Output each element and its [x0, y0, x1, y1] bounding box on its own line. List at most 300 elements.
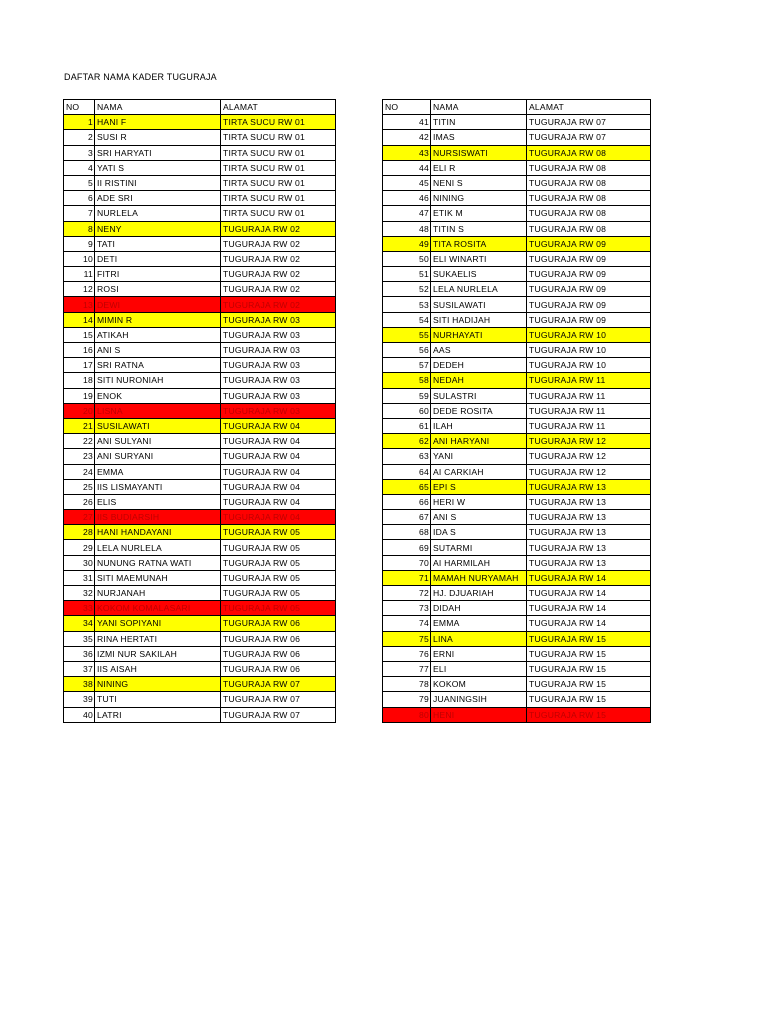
table-row	[64, 191, 336, 206]
cell-alamat: TIRTA SUCU RW 01	[221, 130, 336, 145]
cell-no: 52	[383, 282, 431, 297]
table-row	[383, 358, 651, 373]
table-row	[64, 692, 336, 707]
table-body-left	[64, 115, 336, 723]
cell-alamat: TUGURAJA RW 07	[527, 115, 651, 130]
cell-no: 3	[64, 145, 95, 160]
cell-nama: NINING	[95, 677, 221, 692]
cell-alamat: TUGURAJA RW 13	[527, 479, 651, 494]
cell-alamat: TUGURAJA RW 13	[527, 555, 651, 570]
cell-no: 6	[64, 191, 95, 206]
cell-no: 43	[383, 145, 431, 160]
cell-alamat: TUGURAJA RW 13	[527, 510, 651, 525]
cell-nama: NURJANAH	[95, 586, 221, 601]
kader-table-left	[63, 99, 336, 723]
table-header-row	[64, 100, 336, 115]
table-row	[383, 418, 651, 433]
cell-alamat: TUGURAJA RW 02	[221, 236, 336, 251]
cell-alamat: TUGURAJA RW 08	[527, 160, 651, 175]
cell-nama: NURSISWATI	[431, 145, 527, 160]
cell-no: 46	[383, 191, 431, 206]
cell-no: 23	[64, 449, 95, 464]
cell-alamat: TUGURAJA RW 08	[527, 221, 651, 236]
cell-no: 47	[383, 206, 431, 221]
header-alamat: ALAMAT	[221, 100, 336, 115]
table-row	[383, 160, 651, 175]
table-row	[64, 236, 336, 251]
cell-no: 7	[64, 206, 95, 221]
cell-nama: LINA	[431, 631, 527, 646]
table-row	[383, 601, 651, 616]
cell-nama: ATIKAH	[95, 327, 221, 342]
cell-alamat: TUGURAJA RW 07	[221, 692, 336, 707]
table-row	[64, 175, 336, 190]
cell-no: 75	[383, 631, 431, 646]
cell-no: 69	[383, 540, 431, 555]
cell-no: 31	[64, 570, 95, 585]
cell-alamat: TUGURAJA RW 05	[221, 586, 336, 601]
cell-nama: DEWI	[95, 297, 221, 312]
cell-nama: DIDAH	[431, 601, 527, 616]
cell-no: 80	[383, 707, 431, 722]
header-alamat: ALAMAT	[527, 100, 651, 115]
cell-no: 70	[383, 555, 431, 570]
document-title: DAFTAR NAMA KADER TUGURAJA	[64, 72, 217, 82]
table-row	[64, 343, 336, 358]
cell-alamat: TUGURAJA RW 06	[221, 646, 336, 661]
cell-nama: YATI S	[95, 160, 221, 175]
cell-no: 63	[383, 449, 431, 464]
table-row	[383, 510, 651, 525]
cell-alamat: TUGURAJA RW 08	[527, 145, 651, 160]
table-row	[383, 373, 651, 388]
cell-nama: MIMIN R	[95, 312, 221, 327]
table-row	[64, 494, 336, 509]
cell-alamat: TUGURAJA RW 08	[527, 206, 651, 221]
cell-nama: NURLELA	[95, 206, 221, 221]
cell-no: 18	[64, 373, 95, 388]
table-row	[64, 251, 336, 266]
cell-no: 54	[383, 312, 431, 327]
cell-alamat: TUGURAJA RW 15	[527, 677, 651, 692]
cell-alamat: TUGURAJA RW 10	[527, 343, 651, 358]
cell-alamat: TUGURAJA RW 14	[527, 616, 651, 631]
cell-no: 40	[64, 707, 95, 722]
cell-no: 29	[64, 540, 95, 555]
cell-no: 13	[64, 297, 95, 312]
kader-table-right	[382, 99, 651, 723]
cell-nama: HERI W	[431, 494, 527, 509]
cell-alamat: TUGURAJA RW 06	[221, 661, 336, 676]
table-row	[383, 191, 651, 206]
cell-nama: SITI MAEMUNAH	[95, 570, 221, 585]
cell-no: 61	[383, 418, 431, 433]
table-row	[64, 418, 336, 433]
cell-no: 22	[64, 434, 95, 449]
cell-alamat: TUGURAJA RW 14	[527, 570, 651, 585]
cell-nama: EMMA	[95, 464, 221, 479]
cell-alamat: TUGURAJA RW 12	[527, 434, 651, 449]
cell-alamat: TUGURAJA RW 02	[221, 297, 336, 312]
cell-nama: DETI	[95, 251, 221, 266]
cell-nama: ELI R	[431, 160, 527, 175]
table-row	[383, 297, 651, 312]
cell-no: 76	[383, 646, 431, 661]
cell-no: 37	[64, 661, 95, 676]
table-row	[64, 403, 336, 418]
header-no: NO	[383, 100, 431, 115]
cell-alamat: TUGURAJA RW 02	[221, 251, 336, 266]
cell-nama: IDA S	[431, 525, 527, 540]
cell-nama: SUSI R	[95, 130, 221, 145]
table-row	[64, 479, 336, 494]
table-row	[383, 388, 651, 403]
cell-no: 20	[64, 403, 95, 418]
cell-alamat: TIRTA SUCU RW 01	[221, 145, 336, 160]
cell-alamat: TUGURAJA RW 03	[221, 373, 336, 388]
table-row	[383, 434, 651, 449]
cell-no: 64	[383, 464, 431, 479]
cell-nama: TITIN	[431, 115, 527, 130]
cell-no: 10	[64, 251, 95, 266]
table-row	[64, 601, 336, 616]
cell-nama: SUSILAWATI	[95, 418, 221, 433]
cell-no: 15	[64, 327, 95, 342]
cell-nama: SUTARMI	[431, 540, 527, 555]
cell-alamat: TUGURAJA RW 07	[527, 130, 651, 145]
cell-no: 68	[383, 525, 431, 540]
table-row	[383, 221, 651, 236]
cell-nama: RINA HERTATI	[95, 631, 221, 646]
table-row	[64, 160, 336, 175]
table-row	[383, 251, 651, 266]
table-row	[64, 570, 336, 585]
cell-no: 60	[383, 403, 431, 418]
table-row	[64, 327, 336, 342]
cell-nama: ANI SURYANI	[95, 449, 221, 464]
table-row	[64, 555, 336, 570]
table-row	[64, 267, 336, 282]
cell-no: 65	[383, 479, 431, 494]
cell-nama: ANI S	[95, 343, 221, 358]
cell-nama: ANI SULYANI	[95, 434, 221, 449]
cell-no: 51	[383, 267, 431, 282]
cell-no: 4	[64, 160, 95, 175]
cell-alamat: TUGURAJA RW 03	[221, 343, 336, 358]
cell-no: 78	[383, 677, 431, 692]
cell-nama: SUKAELIS	[431, 267, 527, 282]
cell-nama: TITIN S	[431, 221, 527, 236]
table-row	[383, 267, 651, 282]
cell-alamat: TUGURAJA RW 15	[527, 707, 651, 722]
table-row	[383, 115, 651, 130]
table-row	[383, 130, 651, 145]
table-row	[64, 707, 336, 722]
table-row	[64, 525, 336, 540]
cell-no: 25	[64, 479, 95, 494]
table-row	[383, 403, 651, 418]
cell-nama: EMMA	[431, 616, 527, 631]
table-row	[64, 631, 336, 646]
cell-alamat: TIRTA SUCU RW 01	[221, 191, 336, 206]
table-row	[64, 677, 336, 692]
cell-nama: DEDE ROSITA	[431, 403, 527, 418]
cell-no: 59	[383, 388, 431, 403]
table-row	[383, 327, 651, 342]
cell-alamat: TUGURAJA RW 04	[221, 494, 336, 509]
table-row	[64, 221, 336, 236]
table-row	[383, 494, 651, 509]
cell-no: 19	[64, 388, 95, 403]
cell-no: 53	[383, 297, 431, 312]
cell-nama: JUANINGSIH	[431, 692, 527, 707]
table-row	[383, 282, 651, 297]
cell-no: 39	[64, 692, 95, 707]
cell-nama: NINING	[431, 191, 527, 206]
cell-alamat: TUGURAJA RW 11	[527, 388, 651, 403]
cell-nama: ADE SRI	[95, 191, 221, 206]
table-row	[64, 297, 336, 312]
cell-alamat: TUGURAJA RW 08	[527, 191, 651, 206]
cell-alamat: TUGURAJA RW 04	[221, 479, 336, 494]
cell-alamat: TUGURAJA RW 05	[221, 601, 336, 616]
cell-no: 16	[64, 343, 95, 358]
cell-alamat: TUGURAJA RW 15	[527, 661, 651, 676]
cell-alamat: TUGURAJA RW 06	[221, 631, 336, 646]
cell-no: 36	[64, 646, 95, 661]
cell-nama: IIS BUDIARSIH	[95, 510, 221, 525]
table-row	[383, 646, 651, 661]
cell-no: 2	[64, 130, 95, 145]
table-row	[383, 677, 651, 692]
table-row	[64, 510, 336, 525]
cell-nama: TATI	[95, 236, 221, 251]
table-row	[383, 343, 651, 358]
cell-nama: HJ. DJUARIAH	[431, 586, 527, 601]
cell-nama: SRI HARYATI	[95, 145, 221, 160]
cell-alamat: TUGURAJA RW 04	[221, 449, 336, 464]
cell-nama: NENI S	[431, 175, 527, 190]
table-row	[383, 540, 651, 555]
table-row	[383, 616, 651, 631]
cell-nama: TITA ROSITA	[431, 236, 527, 251]
cell-alamat: TUGURAJA RW 11	[527, 373, 651, 388]
cell-alamat: TUGURAJA RW 05	[221, 525, 336, 540]
table-row	[383, 570, 651, 585]
cell-no: 21	[64, 418, 95, 433]
cell-nama: SUSILAWATI	[431, 297, 527, 312]
table-row	[383, 464, 651, 479]
cell-no: 67	[383, 510, 431, 525]
cell-no: 5	[64, 175, 95, 190]
cell-alamat: TUGURAJA RW 14	[527, 586, 651, 601]
cell-nama: HENI	[431, 707, 527, 722]
cell-no: 12	[64, 282, 95, 297]
cell-alamat: TUGURAJA RW 03	[221, 403, 336, 418]
cell-alamat: TUGURAJA RW 02	[221, 267, 336, 282]
header-nama: NAMA	[95, 100, 221, 115]
cell-nama: ROSI	[95, 282, 221, 297]
table-row	[383, 525, 651, 540]
cell-no: 28	[64, 525, 95, 540]
cell-no: 48	[383, 221, 431, 236]
table-row	[64, 388, 336, 403]
cell-alamat: TUGURAJA RW 09	[527, 312, 651, 327]
table-row	[64, 449, 336, 464]
cell-no: 62	[383, 434, 431, 449]
cell-alamat: TUGURAJA RW 04	[221, 464, 336, 479]
cell-nama: SRI RATNA	[95, 358, 221, 373]
cell-nama: HANI F	[95, 115, 221, 130]
cell-alamat: TUGURAJA RW 12	[527, 464, 651, 479]
cell-alamat: TUGURAJA RW 09	[527, 297, 651, 312]
cell-no: 58	[383, 373, 431, 388]
cell-no: 57	[383, 358, 431, 373]
cell-alamat: TUGURAJA RW 04	[221, 434, 336, 449]
table-row	[64, 464, 336, 479]
cell-nama: ENOK	[95, 388, 221, 403]
cell-alamat: TUGURAJA RW 12	[527, 449, 651, 464]
cell-no: 79	[383, 692, 431, 707]
cell-alamat: TUGURAJA RW 04	[221, 510, 336, 525]
cell-nama: KOKOM KOMALASARI	[95, 601, 221, 616]
cell-no: 32	[64, 586, 95, 601]
cell-nama: NEDAH	[431, 373, 527, 388]
table-row	[383, 707, 651, 722]
cell-nama: IIS AISAH	[95, 661, 221, 676]
table-row	[64, 373, 336, 388]
cell-alamat: TIRTA SUCU RW 01	[221, 160, 336, 175]
cell-nama: ILAH	[431, 418, 527, 433]
table-row	[64, 145, 336, 160]
cell-nama: ELI	[431, 661, 527, 676]
cell-alamat: TIRTA SUCU RW 01	[221, 175, 336, 190]
table-row	[383, 449, 651, 464]
cell-no: 74	[383, 616, 431, 631]
cell-nama: II RISTINI	[95, 175, 221, 190]
cell-nama: YANI	[431, 449, 527, 464]
cell-nama: IZMI NUR SAKILAH	[95, 646, 221, 661]
cell-alamat: TUGURAJA RW 02	[221, 221, 336, 236]
cell-alamat: TUGURAJA RW 15	[527, 646, 651, 661]
table-row	[64, 130, 336, 145]
header-nama: NAMA	[431, 100, 527, 115]
cell-nama: YANI SOPIYANI	[95, 616, 221, 631]
cell-no: 50	[383, 251, 431, 266]
cell-no: 72	[383, 586, 431, 601]
cell-alamat: TUGURAJA RW 02	[221, 282, 336, 297]
cell-alamat: TUGURAJA RW 03	[221, 388, 336, 403]
cell-alamat: TUGURAJA RW 03	[221, 358, 336, 373]
cell-no: 44	[383, 160, 431, 175]
cell-no: 41	[383, 115, 431, 130]
cell-no: 56	[383, 343, 431, 358]
cell-alamat: TUGURAJA RW 11	[527, 418, 651, 433]
cell-alamat: TUGURAJA RW 09	[527, 282, 651, 297]
cell-alamat: TIRTA SUCU RW 01	[221, 206, 336, 221]
cell-no: 24	[64, 464, 95, 479]
table-row	[383, 661, 651, 676]
table-row	[64, 646, 336, 661]
cell-alamat: TUGURAJA RW 05	[221, 540, 336, 555]
cell-alamat: TUGURAJA RW 13	[527, 494, 651, 509]
table-row	[383, 555, 651, 570]
table-row	[64, 115, 336, 130]
table-body-right	[383, 115, 651, 723]
cell-nama: NUNUNG RATNA WATI	[95, 555, 221, 570]
cell-no: 35	[64, 631, 95, 646]
table-row	[383, 631, 651, 646]
cell-nama: EPI S	[431, 479, 527, 494]
cell-nama: ELI WINARTI	[431, 251, 527, 266]
cell-alamat: TUGURAJA RW 13	[527, 540, 651, 555]
cell-no: 42	[383, 130, 431, 145]
cell-alamat: TUGURAJA RW 14	[527, 601, 651, 616]
cell-alamat: TUGURAJA RW 07	[221, 707, 336, 722]
cell-alamat: TUGURAJA RW 08	[527, 175, 651, 190]
cell-nama: AAS	[431, 343, 527, 358]
cell-nama: AI CARKIAH	[431, 464, 527, 479]
cell-no: 77	[383, 661, 431, 676]
table-row	[383, 586, 651, 601]
cell-no: 26	[64, 494, 95, 509]
cell-alamat: TUGURAJA RW 13	[527, 525, 651, 540]
cell-alamat: TUGURAJA RW 05	[221, 555, 336, 570]
cell-nama: LISNA	[95, 403, 221, 418]
cell-nama: SITI HADIJAH	[431, 312, 527, 327]
cell-nama: ANI S	[431, 510, 527, 525]
cell-nama: KOKOM	[431, 677, 527, 692]
table-row	[64, 586, 336, 601]
cell-alamat: TUGURAJA RW 10	[527, 327, 651, 342]
cell-nama: AI HARMILAH	[431, 555, 527, 570]
table-row	[383, 145, 651, 160]
cell-alamat: TUGURAJA RW 04	[221, 418, 336, 433]
table-row	[64, 661, 336, 676]
table-row	[64, 312, 336, 327]
cell-no: 30	[64, 555, 95, 570]
cell-alamat: TIRTA SUCU RW 01	[221, 115, 336, 130]
cell-nama: ERNI	[431, 646, 527, 661]
cell-nama: IMAS	[431, 130, 527, 145]
cell-alamat: TUGURAJA RW 15	[527, 692, 651, 707]
cell-alamat: TUGURAJA RW 11	[527, 403, 651, 418]
cell-no: 27	[64, 510, 95, 525]
cell-nama: NENY	[95, 221, 221, 236]
table-row	[383, 175, 651, 190]
table-row	[64, 282, 336, 297]
table-row	[383, 312, 651, 327]
cell-alamat: TUGURAJA RW 09	[527, 251, 651, 266]
cell-alamat: TUGURAJA RW 03	[221, 312, 336, 327]
table-row	[64, 616, 336, 631]
cell-nama: ANI HARYANI	[431, 434, 527, 449]
table-row	[383, 479, 651, 494]
cell-no: 1	[64, 115, 95, 130]
cell-nama: LELA NURLELA	[431, 282, 527, 297]
cell-alamat: TUGURAJA RW 03	[221, 327, 336, 342]
cell-alamat: TUGURAJA RW 10	[527, 358, 651, 373]
table-row	[383, 206, 651, 221]
cell-no: 17	[64, 358, 95, 373]
cell-no: 34	[64, 616, 95, 631]
cell-no: 55	[383, 327, 431, 342]
cell-nama: TUTI	[95, 692, 221, 707]
table-row	[383, 692, 651, 707]
cell-alamat: TUGURAJA RW 09	[527, 267, 651, 282]
table-row	[64, 358, 336, 373]
cell-no: 8	[64, 221, 95, 236]
